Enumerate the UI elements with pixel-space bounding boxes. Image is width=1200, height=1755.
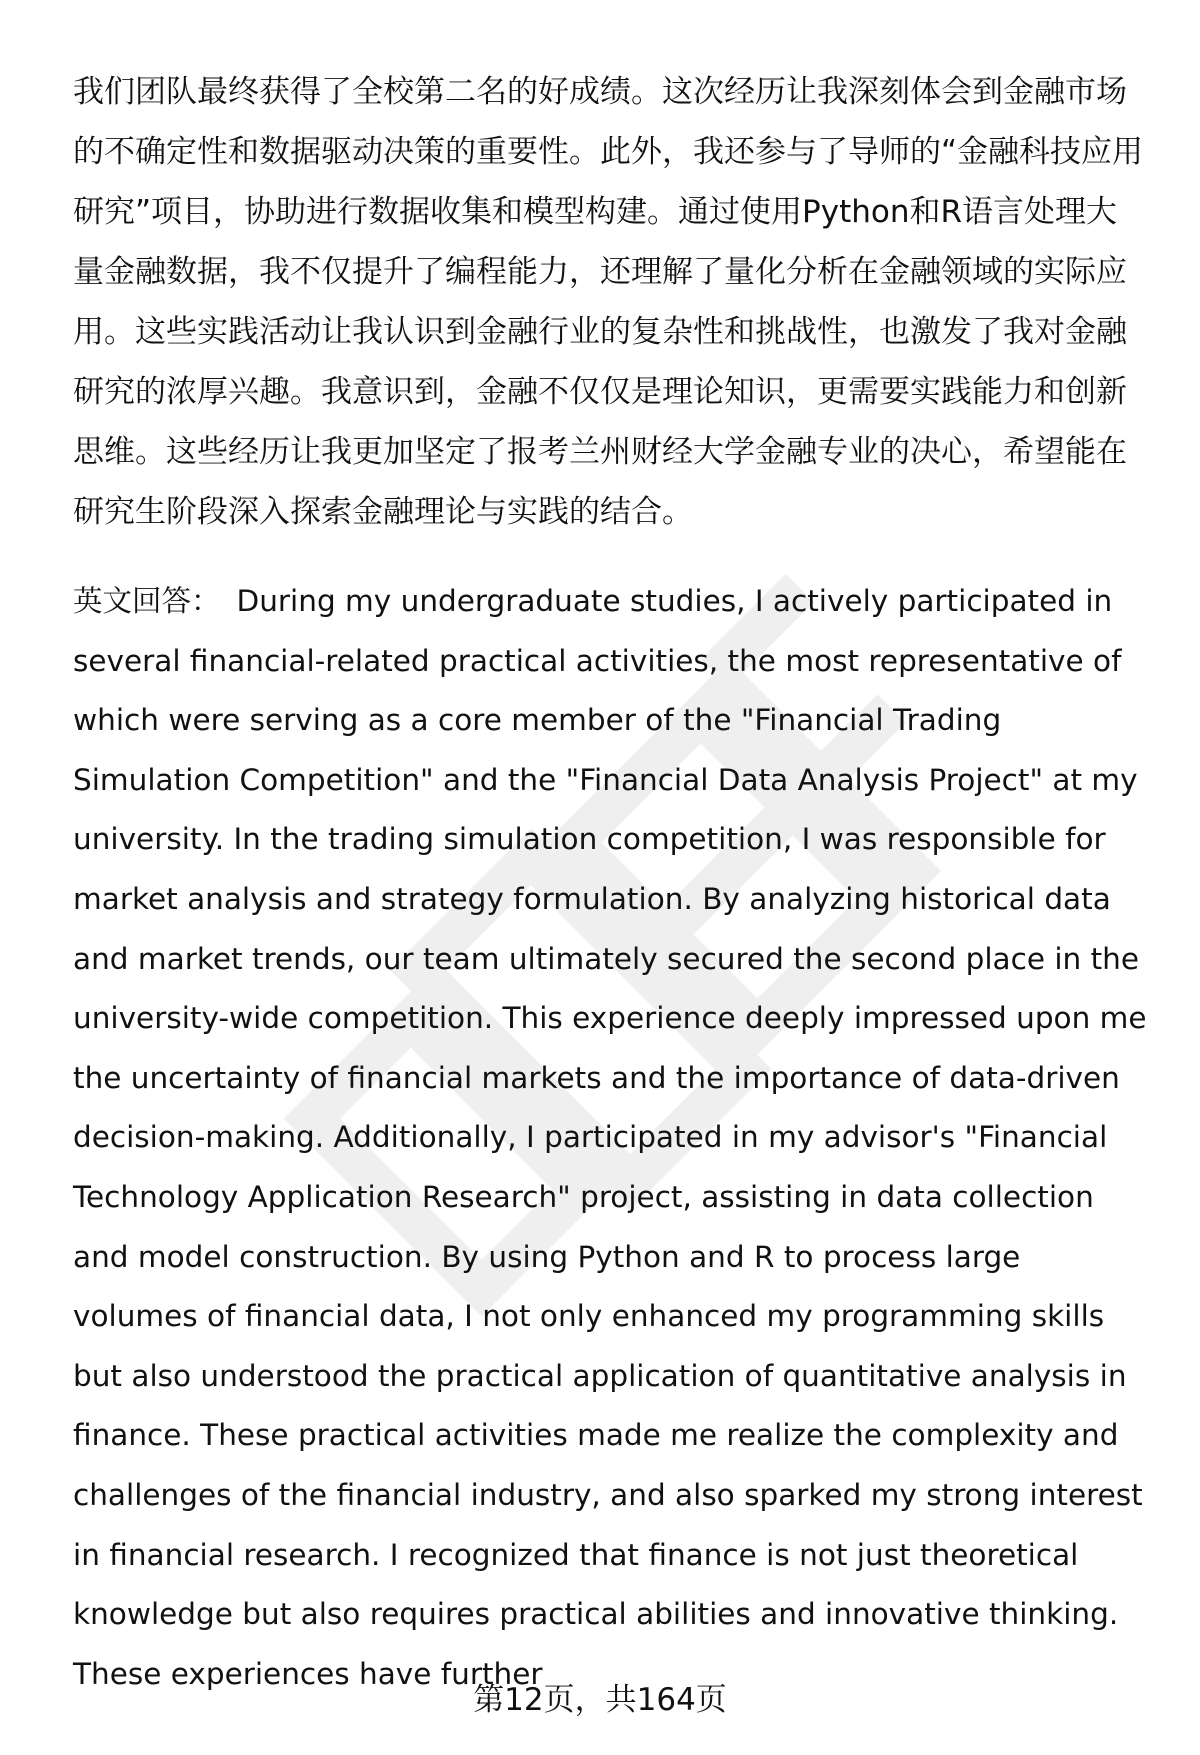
- page-number-footer: 第12页，共164页: [473, 1682, 727, 1718]
- chinese-answer-paragraph: 我们团队最终获得了全校第二名的好成绩。这次经历让我深刻体会到金融市场的不确定性和数据驱动决策的重要性。此外，我还参与了导师的“金融科技应用研究”项目，协助进行数据收集和模型构建。通过使用Python和R语言处理大量金融数据，我不仅提升了编程能力，还理解了量化分析在金融领域的实际应用。这些实践活动让我认识到金融行业的复杂性和挑战性，也激发了我对金融研究的浓厚兴趣。我意识到，金融不仅仅是理论知识，更需要实践能力和创新思维。这些经历让我更加坚定了报考兰州财经大学金融专业的决心，希望能在研究生阶段深入探索金融理论与实践的结合。: [73, 74, 1144, 530]
- english-answer-paragraph: [73, 572, 1148, 1704]
- document-body: [73, 62, 1148, 1704]
- english-answer-label: 英文回答：: [73, 584, 221, 618]
- english-answer-text: During my undergraduate studies, I actively participated in several financial-related practical activities, the most representative of which were serving as a core member of the "Financial Trading Simulation Competition" and the "Financial Data Analysis Project" at my university. In the trading simulation competition, I was responsible for market analysis and strategy formulation. By analyzing historical data and market trends, our team ultimately secured the second place in the university-wide competition. This experience deeply impressed upon me the uncertainty of financial markets and the importance of data-driven decision-making. Additionally, I participated in my advisor's "Financial Technology Application Research" project, assisting in data collection and model construction. By using Python and R to process large volumes of financial data, I not only enhanced my programming skills but also understood the practical application of quantitative analysis in finance. These practical activities made me realize the complexity and challenges of the financial industry, and also sparked my strong interest in financial research. I recognized that finance is not just theoretical knowledge but also requires practical abilities and innovative thinking. These experiences have further: [73, 584, 1147, 1691]
